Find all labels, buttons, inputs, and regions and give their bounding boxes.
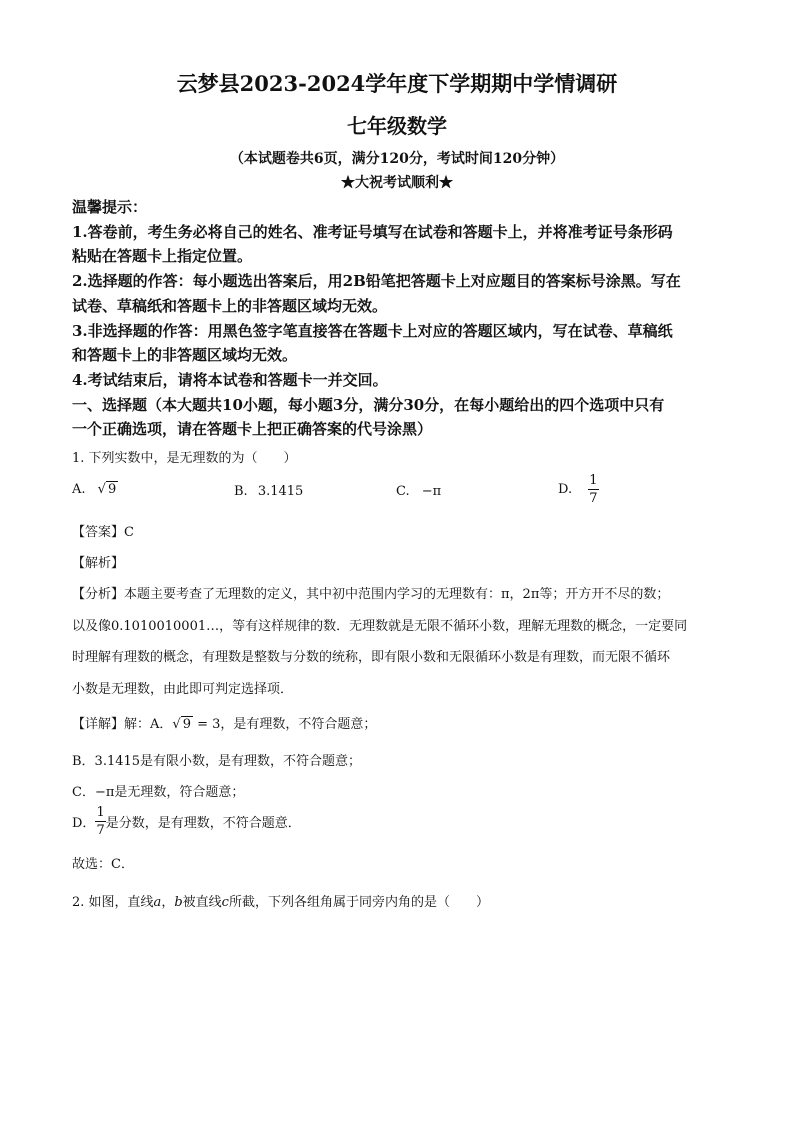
var-c: c [221, 895, 229, 910]
detail-line-b: B．3.1415是有限小数，是有理数，不符合题意； [72, 754, 362, 769]
tips-heading: 温馨提示： [72, 198, 148, 216]
question-2-stem [72, 891, 489, 910]
option-b-value: 3.1415 [257, 484, 304, 499]
exam-title: 云梦县2023-2024学年度下学期期中学情调研 [176, 71, 618, 96]
detail-a-prefix: 解：A． [124, 717, 173, 732]
fraction-denominator: 7 [589, 491, 598, 506]
var-b: b [174, 895, 183, 910]
detail-d-suffix: 是分数，是有理数，不符合题意． [105, 816, 301, 831]
detail-sqrt-9: √ 9 [172, 717, 191, 732]
option-b-label: B. [234, 484, 248, 499]
fenxi-line-3: 时理解有理数的概念，有理数是整数与分数的统称，即有限小数和无限循环小数是有理数，而无限不循环 [72, 650, 671, 665]
detail-line-c: C．−π是无理数，符合题意； [72, 785, 245, 800]
tip-1-line-1: 1.答卷前，考生务必将自己的姓名、准考证号填写在试卷和答题卡上，并将准考证号条形码 [72, 223, 673, 241]
detail-sqrt-radicand: 9 [182, 717, 191, 732]
answer-tag: 【答案】 [72, 525, 125, 540]
tip-3-line-1: 3.非选择题的作答：用黑色签字笔直接答在答题卡上对应的答题区域内，写在试卷、草稿纸 [72, 322, 673, 340]
option-c-value: −π [421, 484, 442, 499]
tip-2-line-1: 2.选择题的作答：每小题选出答案后，用2B铅笔把答题卡上对应题目的答案标号涂黑。写在 [72, 272, 681, 290]
sqrt-radicand: 9 [107, 482, 117, 497]
detail-fraction-denominator: 7 [96, 823, 105, 838]
fraction-1-7 [588, 474, 598, 505]
fenxi-line-4: 小数是无理数，由此即可判定选择项． [72, 682, 294, 697]
q2-middle: 被直线 [182, 895, 222, 910]
section-1-line-2: 一个正确选项，请在答题卡上把正确答案的代号涂黑） [72, 420, 433, 438]
answer-line [72, 521, 134, 540]
fenxi-tag: 【分析】 [72, 587, 125, 602]
detail-a-equals: = 3 [192, 717, 221, 732]
option-d [558, 474, 599, 505]
var-a: a [153, 895, 162, 910]
option-a-label: A. [72, 482, 86, 497]
conclusion: 故选：C． [72, 857, 134, 872]
tip-3-line-2: 和答题卡上的非答题区域均无效。 [72, 346, 298, 364]
analysis-tag-text: 【解析】 [72, 556, 125, 571]
detail-line-a [72, 713, 376, 732]
option-c [396, 484, 441, 499]
exam-blessing: ★大祝考试顺利★ [341, 175, 453, 191]
sqrt-9: √ 9 [97, 482, 117, 497]
question-1-stem: 1. 下列实数中，是无理数的为（ ） [72, 451, 297, 466]
exam-subject: 七年级数学 [347, 114, 447, 138]
q2-suffix: 所截，下列各组角属于同旁内角的是（ ） [228, 895, 489, 910]
fenxi-line-1 [72, 583, 669, 602]
option-a [72, 482, 118, 497]
detail-fraction-1-7 [95, 806, 105, 837]
option-d-label: D. [558, 482, 573, 497]
tip-2-line-2: 试卷、草稿纸和答题卡上的非答题区域均无效。 [72, 297, 388, 315]
q2-prefix: 2. 如图，直线 [72, 895, 154, 910]
detail-tag: 【详解】 [72, 717, 125, 732]
section-1-line-1: 一、选择题（本大题共10小题，每小题3分，满分30分，在每小题给出的四个选项中只有 [72, 396, 665, 414]
tip-4: 4.考试结束后，请将本试卷和答题卡一并交回。 [72, 371, 388, 389]
exam-info: （本试题卷共6页，满分120分，考试时间120分钟） [229, 151, 565, 167]
detail-line-d [72, 806, 301, 837]
detail-a-suffix: ，是有理数，不符合题意； [220, 717, 377, 732]
answer-value: C [124, 525, 134, 540]
option-c-label: C. [396, 484, 410, 499]
option-b [234, 484, 303, 499]
detail-fraction-numerator: 1 [96, 805, 105, 820]
fenxi-text-1: 本题主要考查了无理数的定义，其中初中范围内学习的无理数有：π，2π等；开方开不尽的数； [124, 587, 670, 602]
q2-separator: ， [161, 895, 175, 910]
analysis-tag [72, 552, 124, 571]
fenxi-line-2: 以及像0.1010010001…，等有这样规律的数．无理数就是无限不循环小数，理解无理数的概念，一定要同 [72, 619, 688, 634]
detail-d-prefix: D． [72, 816, 96, 831]
tip-1-line-2: 粘贴在答题卡上指定位置。 [72, 247, 253, 265]
fraction-numerator: 1 [589, 473, 598, 488]
